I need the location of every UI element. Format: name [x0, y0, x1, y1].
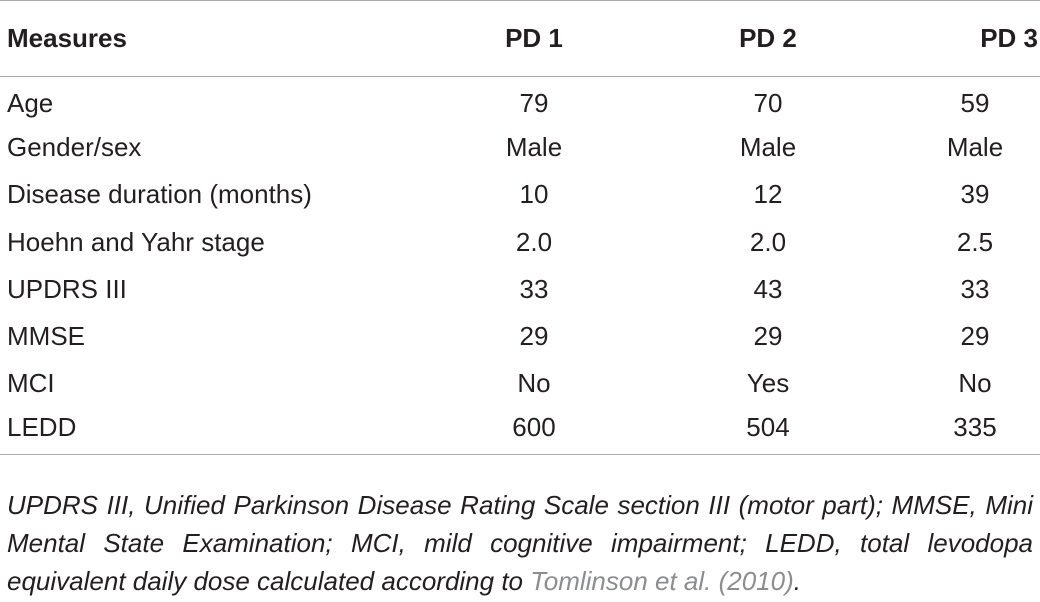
cell-pd3: 59 [960, 87, 990, 118]
cell-pd3: No [958, 368, 992, 399]
column-header-measures: Measures [0, 1, 432, 77]
cell-pd3: 33 [960, 273, 990, 304]
table-row [0, 77, 1040, 124]
citation-link[interactable]: Tomlinson et al. (2010) [530, 566, 794, 596]
cell-pd2: 70 [753, 87, 783, 118]
cell-pd2: 29 [753, 321, 783, 352]
cell-pd1: 33 [519, 273, 549, 304]
cell-pd3: 39 [960, 179, 990, 210]
cell-pd3: 29 [960, 321, 990, 352]
table-row [0, 124, 1040, 171]
cell-pd2: Male [739, 131, 797, 162]
cell-pd3: 335 [900, 408, 1040, 455]
cell-pd1: 600 [432, 408, 636, 455]
row-label: Gender/sex [7, 131, 142, 162]
cell-pd1: 29 [519, 321, 549, 352]
table-row [0, 408, 1040, 455]
footnote-trailing: . [793, 566, 801, 596]
row-label: Age [7, 87, 54, 118]
cell-pd1: 79 [519, 87, 549, 118]
row-label: LEDD [0, 408, 432, 455]
table-row [0, 360, 1040, 407]
table-row [0, 313, 1040, 360]
cell-pd2: 504 [636, 408, 900, 455]
cell-pd1: Male [505, 131, 563, 162]
column-header-pd2: PD 2 [636, 1, 900, 77]
row-label: MCI [7, 368, 55, 399]
cell-pd2: 12 [753, 179, 783, 210]
column-header-pd1: PD 1 [432, 1, 636, 77]
row-label: Disease duration (months) [7, 179, 312, 210]
cell-pd1: 10 [519, 179, 549, 210]
footnote-text: UPDRS III, Unified Parkinson Disease Rating Scale section III (motor part); MMSE, Mini Mental State Examination; MCI, mild cognitive impairment; LEDD, total levodopa equivalent daily dose calculated according to [7, 490, 1033, 596]
table-header-row [0, 1, 1040, 77]
cell-pd2: 2.0 [749, 226, 787, 257]
cell-pd3: Male [946, 131, 1004, 162]
table-footnote [7, 486, 1033, 600]
row-label: MMSE [7, 321, 85, 352]
table-row [0, 171, 1040, 218]
table-row [0, 218, 1040, 265]
cell-pd1: 2.0 [515, 226, 553, 257]
cell-pd2: 43 [753, 273, 783, 304]
row-label: UPDRS III [7, 273, 127, 304]
cell-pd2: Yes [746, 368, 790, 399]
cell-pd3: 2.5 [956, 226, 994, 257]
column-header-pd3: PD 3 [900, 1, 1040, 77]
row-label: Hoehn and Yahr stage [7, 226, 265, 257]
cell-pd1: No [517, 368, 551, 399]
table-row [0, 266, 1040, 313]
